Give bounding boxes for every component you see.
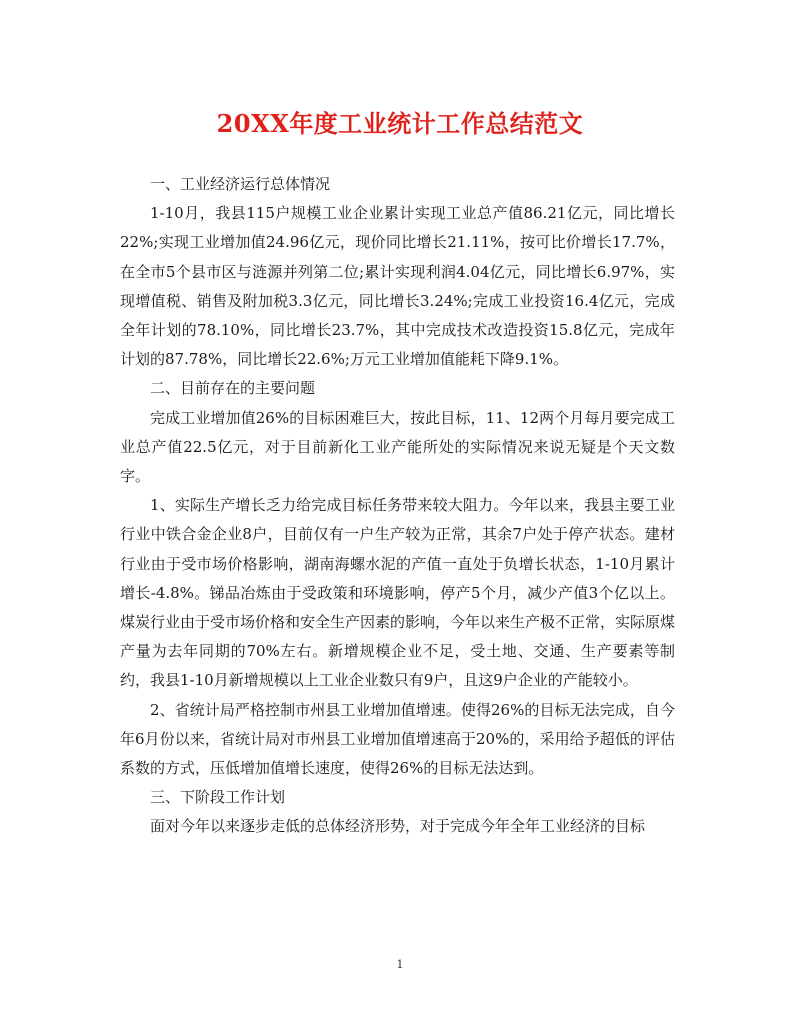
- paragraph-problem-1: 1、实际生产增长乏力给完成目标任务带来较大阻力。今年以来，我县主要工业行业中铁合金企业8户，目前仅有一户生产较为正常，其余7户处于停产状态。建材行业由于受市场价格影响，湖南海螺水泥的产值一直处于负增长状态，1-10月累计增长-4.8%。锑品冶炼由于受政策和环境影响，停产5个月，减少产值3个亿以上。煤炭行业由于受市场价格和安全生产因素的影响，今年以来生产极不正常，实际原煤产量为去年同期的70%左右。新增规模企业不足，受土地、交通、生产要素等制约，我县1-10月新增规模以上工业企业数只有9户，且这9户企业的产能较小。: [120, 496, 676, 690]
- paragraph-main-problem: 完成工业增加值26%的目标困难巨大，按此目标，11、12两个月每月要完成工业总产值22.5亿元，对于目前新化工业产能所处的实际情况来说无疑是个天文数字。: [120, 408, 675, 486]
- paragraph-next-plan: 面对今年以来逐步走低的总体经济形势，对于完成今年全年工业经济的目标: [150, 817, 646, 836]
- section-heading-2: 二、目前存在的主要问题: [150, 379, 316, 398]
- document-title: 20XX年度工业统计工作总结范文: [216, 109, 584, 138]
- section-heading-1: 一、工业经济运行总体情况: [150, 175, 331, 193]
- document-body: [120, 170, 675, 842]
- section-heading-3: 三、下阶段工作计划: [150, 788, 286, 807]
- paragraph-problem-2: 2、省统计局严格控制市州县工业增加值增速。使得26%的目标无法完成，自今年6月份以来，省统计局对市州县工业增加值增速高于20%的，采用给予超低的评估系数的方式，压低增加值增长速度，使得26%的目标无法达到。: [120, 700, 675, 778]
- paragraph-economic-overview: 1-10月，我县115户规模工业企业累计实现工业总产值86.21亿元，同比增长22%;实现工业增加值24.96亿元，现价同比增长21.11%，按可比价增长17.7%，在全市5个县市区与涟源并列第二位;累计实现利润4.04亿元，同比增长6.97%，实现增值税、销售及附加税3.3亿元，同比增长3.24%;完成工业投资16.4亿元，完成全年计划的78.10%，同比增长23.7%，其中完成技术改造投资15.8亿元，完成年计划的87.78%，同比增长22.6%;万元工业增加值能耗下降9.1%。: [120, 204, 675, 369]
- page-number: 1: [396, 958, 404, 971]
